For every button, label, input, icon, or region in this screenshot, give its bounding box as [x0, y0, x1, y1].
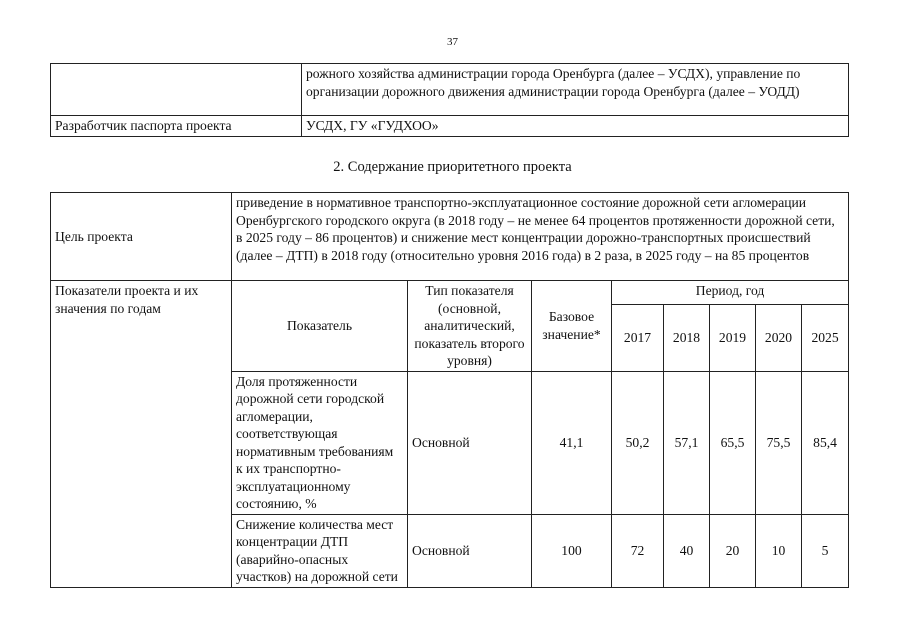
indicator-type: Основной — [408, 514, 532, 587]
project-content-table — [50, 192, 849, 588]
indicator-value: 72 — [612, 514, 664, 587]
indicator-base: 100 — [532, 514, 612, 587]
indicator-value: 40 — [664, 514, 710, 587]
header-year: 2017 — [612, 304, 664, 371]
indicator-value: 65,5 — [710, 371, 756, 514]
section-heading: 2. Содержание приоритетного проекта — [333, 159, 572, 175]
indicator-value: 20 — [710, 514, 756, 587]
indicator-type: Основной — [408, 371, 532, 514]
passport-table-continuation — [50, 63, 849, 137]
page-number: 37 — [447, 36, 458, 48]
continued-text: рожного хозяйства администрации города Оренбурга (далее – УСДХ), управление по организации дорожного движения администрации города Оренбурга (далее – УОДД) — [302, 64, 849, 116]
header-year: 2020 — [756, 304, 802, 371]
indicators-label: Показатели проекта и их значения по годам — [51, 281, 232, 588]
developer-label: Разработчик паспорта проекта — [51, 116, 302, 137]
header-year: 2019 — [710, 304, 756, 371]
developer-value: УСДХ, ГУ «ГУДХОО» — [302, 116, 849, 137]
header-period: Период, год — [612, 281, 849, 305]
header-base: Базовое значение* — [532, 281, 612, 372]
indicator-value: 85,4 — [802, 371, 849, 514]
goal-text: приведение в нормативное транспортно-эксплуатационное состояние дорожной сети агломерации Оренбургского городского округа (в 2018 году – не менее 64 процентов протяженности дорожной сети, в 2025 году – 86 процентов) и снижение мест концентрации дорожно-транспортных происшествий (далее – ДТП) в 2018 году (относительно уровня 2016 года) в 2 раза, в 2025 году – на 85 процентов — [232, 193, 849, 281]
indicator-value: 10 — [756, 514, 802, 587]
goal-label: Цель проекта — [51, 193, 232, 281]
indicator-value: 5 — [802, 514, 849, 587]
indicator-value: 57,1 — [664, 371, 710, 514]
indicator-name: Снижение количества мест концентрации ДТП (аварийно-опасных участков) на дорожной сети — [232, 514, 408, 587]
header-type: Тип показателя (основной, аналитический, показатель второго уровня) — [408, 281, 532, 372]
indicator-name: Доля протяженности дорожной сети городской агломерации, соответствующая нормативным требованиям к их транспортно-эксплуатационному состоянию, % — [232, 371, 408, 514]
header-year: 2025 — [802, 304, 849, 371]
indicator-base: 41,1 — [532, 371, 612, 514]
indicator-value: 50,2 — [612, 371, 664, 514]
header-indicator: Показатель — [232, 281, 408, 372]
indicator-value: 75,5 — [756, 371, 802, 514]
header-year: 2018 — [664, 304, 710, 371]
empty-cell — [51, 64, 302, 116]
